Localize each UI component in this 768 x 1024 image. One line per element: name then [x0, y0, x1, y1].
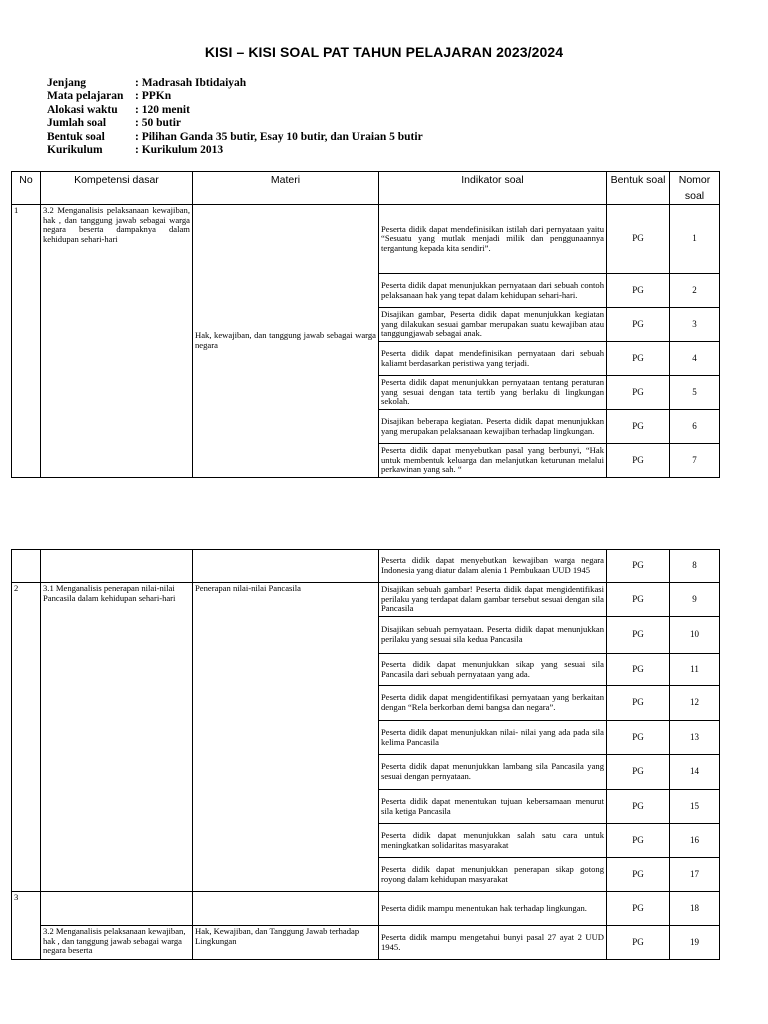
table-row [12, 892, 720, 926]
info-label: Kurikulum [47, 144, 103, 157]
cell-nomor: 11 [670, 654, 720, 686]
cell-indikator: Peserta didik dapat menyebutkan pasal yang berbunyi, “Hak untuk membentuk keluarga dan melanjutkan keturunan melalui perkawinan yang sah. “ [379, 444, 607, 478]
cell-no [12, 550, 41, 583]
cell-indikator: Peserta didik dapat menunjukkan nilai- nilai yang ada pada sila kelima Pancasila [379, 721, 607, 755]
cell-nomor: 7 [670, 444, 720, 478]
header-nomor-line1: Nomor [678, 174, 711, 186]
cell-bentuk: PG [607, 755, 670, 790]
header-nomor-line2: soal [684, 190, 705, 202]
cell-bentuk: PG [607, 654, 670, 686]
cell-bentuk: PG [607, 686, 670, 721]
cell-nomor: 17 [670, 858, 720, 892]
cell-nomor: 13 [670, 721, 720, 755]
cell-no: 2 [12, 583, 41, 892]
info-label: Jumlah soal [47, 117, 107, 130]
info-value: : 50 butir [135, 117, 181, 130]
table-header-row [12, 172, 720, 205]
cell-indikator: Peserta didik dapat mendefinisikan istilah dari pernyataan yaitu “Sesuatu yang mutlak menjadi milik dan penggunaannya tergantung kepada kita sendiri”. [379, 205, 607, 274]
cell-nomor: 9 [670, 583, 720, 617]
cell-indikator: Peserta didik dapat menunjukkan lambang sila Pancasila yang sesuai dengan pernyataan. [379, 755, 607, 790]
cell-nomor: 6 [670, 410, 720, 444]
cell-bentuk: PG [607, 790, 670, 824]
cell-indikator: Disajikan sebuah gambar! Peserta didik dapat mengidentifikasi perilaku yang terdapat dalam gambar tersebut sesuai dengan sila Pancasila [379, 583, 607, 617]
cell-nomor: 1 [670, 205, 720, 274]
kisi-table-page2 [11, 549, 720, 960]
cell-nomor: 3 [670, 308, 720, 342]
cell-no: 1 [12, 205, 41, 478]
header-bentuk-soal: Bentuk soal [607, 172, 670, 205]
cell-bentuk: PG [607, 342, 670, 376]
cell-nomor: 16 [670, 824, 720, 858]
cell-bentuk: PG [607, 824, 670, 858]
cell-bentuk: PG [607, 858, 670, 892]
cell-bentuk: PG [607, 205, 670, 274]
info-row-alokasi [47, 104, 423, 117]
cell-materi: Hak, kewajiban, dan tanggung jawab sebagai warga negara [193, 205, 379, 478]
header-kompetensi-dasar: Kompetensi dasar [41, 172, 193, 205]
cell-nomor: 2 [670, 274, 720, 308]
table-row [12, 926, 720, 960]
cell-bentuk: PG [607, 892, 670, 926]
cell-kompetensi-dasar [41, 892, 193, 926]
cell-materi [193, 892, 379, 926]
cell-indikator: Peserta didik dapat menunjukkan pernyataan dari sebuah contoh pelaksanaan hak yang tepat dalam kehidupan sehari-hari. [379, 274, 607, 308]
cell-indikator: Disajikan gambar, Peserta didik dapat menunjukkan kegiatan yang dilakukan sesuai gambar merupakan suatu kewajiban atau tanggungjawab sebagai anak. [379, 308, 607, 342]
table-row [12, 205, 720, 274]
cell-nomor: 19 [670, 926, 720, 960]
info-label: Mata pelajaran [47, 90, 124, 103]
cell-indikator: Peserta didik mampu menentukan hak terhadap lingkungan. [379, 892, 607, 926]
cell-indikator: Peserta didik dapat menunjukkan salah satu cara untuk meningkatkan solidaritas masyarakat [379, 824, 607, 858]
cell-kompetensi-dasar: 3.2 Menganalisis pelaksanaan kewajiban, hak , dan tanggung jawab sebagai warga negara beserta [41, 926, 193, 960]
cell-nomor: 18 [670, 892, 720, 926]
info-row-jumlah [47, 117, 423, 130]
info-label: Bentuk soal [47, 130, 105, 143]
info-value: : Kurikulum 2013 [135, 144, 224, 157]
info-value: : Pilihan Ganda 35 butir, Esay 10 butir, dan Uraian 5 butir [135, 130, 423, 143]
cell-bentuk: PG [607, 308, 670, 342]
cell-nomor: 12 [670, 686, 720, 721]
header-nomor-soal [670, 172, 720, 205]
cell-materi: Hak, Kewajiban, dan Tanggung Jawab terhadap Lingkungan [193, 926, 379, 960]
info-row-jenjang [47, 77, 423, 90]
cell-nomor: 14 [670, 755, 720, 790]
cell-nomor: 5 [670, 376, 720, 410]
cell-indikator: Peserta didik dapat mengidentifikasi pernyataan yang berkaitan dengan “Rela berkorban demi bangsa dan negara”. [379, 686, 607, 721]
cell-indikator: Peserta didik dapat menunjukkan sikap yang sesuai sila Pancasila dari sebuah pernyataan yang ada. [379, 654, 607, 686]
cell-materi: Penerapan nilai-nilai Pancasila [193, 583, 379, 892]
cell-bentuk: PG [607, 444, 670, 478]
cell-indikator: Peserta didik dapat menentukan tujuan kebersamaan menurut sila ketiga Pancasila [379, 790, 607, 824]
cell-nomor: 10 [670, 617, 720, 654]
info-value: : 120 menit [135, 103, 190, 116]
cell-nomor: 15 [670, 790, 720, 824]
cell-nomor: 4 [670, 342, 720, 376]
cell-bentuk: PG [607, 376, 670, 410]
table-row [12, 550, 720, 583]
cell-indikator: Peserta didik dapat menyebutkan kewajiban warga negara Indonesia yang diatur dalam alenia 1 Pembukaan UUD 1945 [379, 550, 607, 583]
cell-kompetensi-dasar: 3.1 Menganalisis penerapan nilai-nilai Pancasila dalam kehidupan sehari-hari [41, 583, 193, 892]
cell-indikator: Disajikan beberapa kegiatan. Peserta didik dapat menunjukkan yang merupakan pelaksanaan kewajiban terhadap lingkungan. [379, 410, 607, 444]
info-row-bentuk [47, 131, 423, 144]
cell-bentuk: PG [607, 721, 670, 755]
info-block [47, 77, 423, 157]
cell-indikator: Peserta didik dapat menunjukkan pernyataan tentang peraturan yang sesuai dengan tata tertib yang berlaku di lingkungan sekolah. [379, 376, 607, 410]
header-no: No [12, 172, 41, 205]
cell-indikator: Peserta didik dapat menunjukkan penerapan sikap gotong royong dalam kehidupan masyarakat [379, 858, 607, 892]
cell-indikator: Peserta didik mampu mengetahui bunyi pasal 27 ayat 2 UUD 1945. [379, 926, 607, 960]
cell-nomor: 8 [670, 550, 720, 583]
cell-bentuk: PG [607, 410, 670, 444]
header-materi: Materi [193, 172, 379, 205]
kisi-table-page1 [11, 171, 720, 478]
cell-bentuk: PG [607, 617, 670, 654]
cell-bentuk: PG [607, 550, 670, 583]
cell-materi [193, 550, 379, 583]
cell-no: 3 [12, 892, 41, 960]
cell-bentuk: PG [607, 274, 670, 308]
cell-kompetensi-dasar [41, 550, 193, 583]
cell-bentuk: PG [607, 926, 670, 960]
cell-indikator: Disajikan sebuah pernyataan. Peserta didik dapat menunjukkan perilaku yang sesuai sila kedua Pancasila [379, 617, 607, 654]
info-value: : PPKn [135, 90, 172, 103]
info-value: : Madrasah Ibtidaiyah [135, 77, 247, 89]
cell-indikator: Peserta didik dapat mendefinisikan pernyataan dari sebuah kaliamt berdasarkan peristiwa yang terjadi. [379, 342, 607, 376]
info-row-mapel [47, 90, 423, 103]
info-label: Alokasi waktu [47, 103, 118, 116]
info-row-kurikulum [47, 144, 423, 157]
info-label: Jenjang [47, 77, 86, 89]
cell-kompetensi-dasar: 3.2 Menganalisis pelaksanaan kewajiban, hak , dan tanggung jawab sebagai warga negara beserta dampaknya dalam kehidupan sehari-hari [41, 205, 193, 478]
table-row [12, 583, 720, 617]
header-indikator-soal: Indikator soal [379, 172, 607, 205]
document-title: KISI – KISI SOAL PAT TAHUN PELAJARAN 2023/2024 [204, 44, 564, 60]
cell-bentuk: PG [607, 583, 670, 617]
